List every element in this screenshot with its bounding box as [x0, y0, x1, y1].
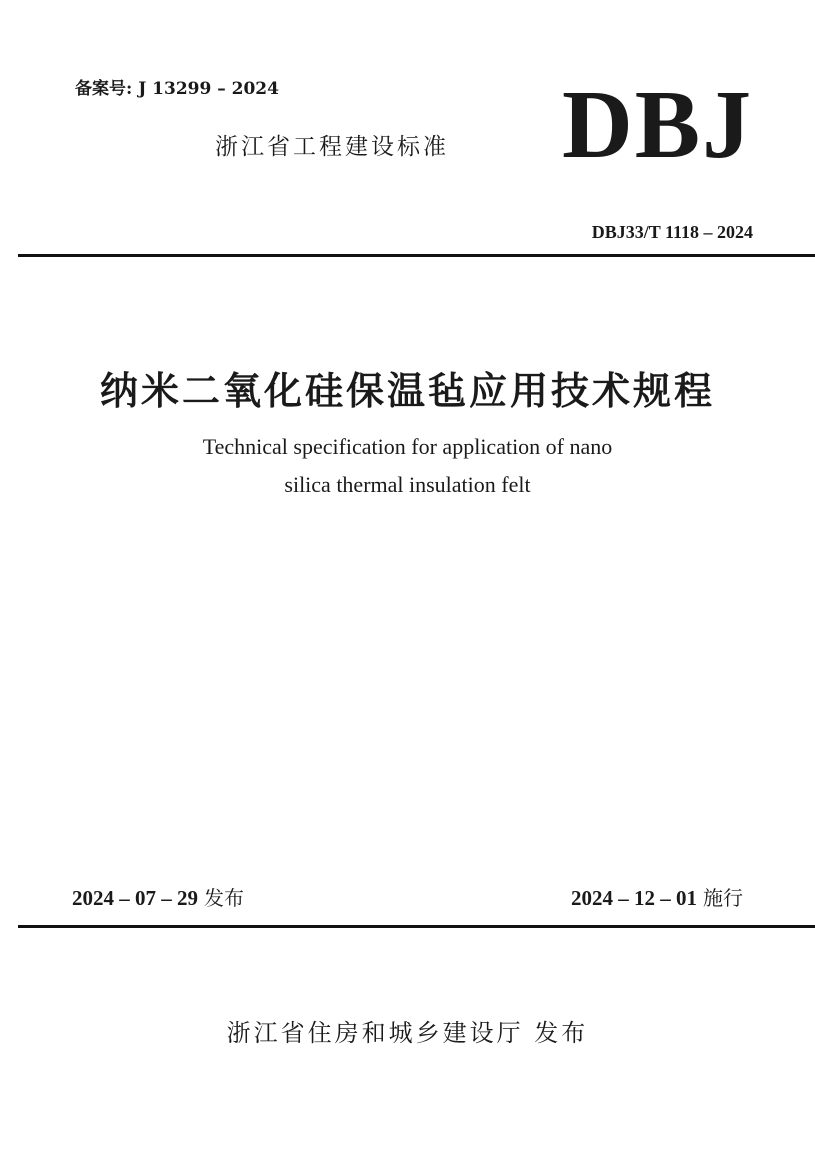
- effective-label: 施行: [703, 886, 743, 910]
- title-english-line-2: silica thermal insulation felt: [284, 472, 531, 497]
- title-english-line-1: Technical specification for application of nano: [202, 434, 613, 459]
- record-number: 备案号: J 13299 – 2024: [75, 79, 279, 99]
- issue-date-block: [72, 882, 244, 911]
- bottom-divider: [18, 925, 815, 928]
- issue-date: 2024 – 07 – 29: [72, 886, 198, 910]
- effective-date: 2024 – 12 – 01: [571, 886, 697, 910]
- standard-class: 浙江省工程建设标准: [215, 134, 449, 160]
- effective-date-block: [571, 882, 743, 911]
- top-divider: [18, 254, 815, 257]
- publisher: 浙江省住房和城乡建设厅 发布: [226, 1019, 589, 1047]
- issue-label: 发布: [204, 886, 244, 910]
- dbj-logo: DBJ: [562, 71, 754, 179]
- standard-code: DBJ33/T 1118 – 2024: [591, 222, 753, 242]
- title-chinese: 纳米二氧化硅保温毡应用技术规程: [99, 368, 715, 413]
